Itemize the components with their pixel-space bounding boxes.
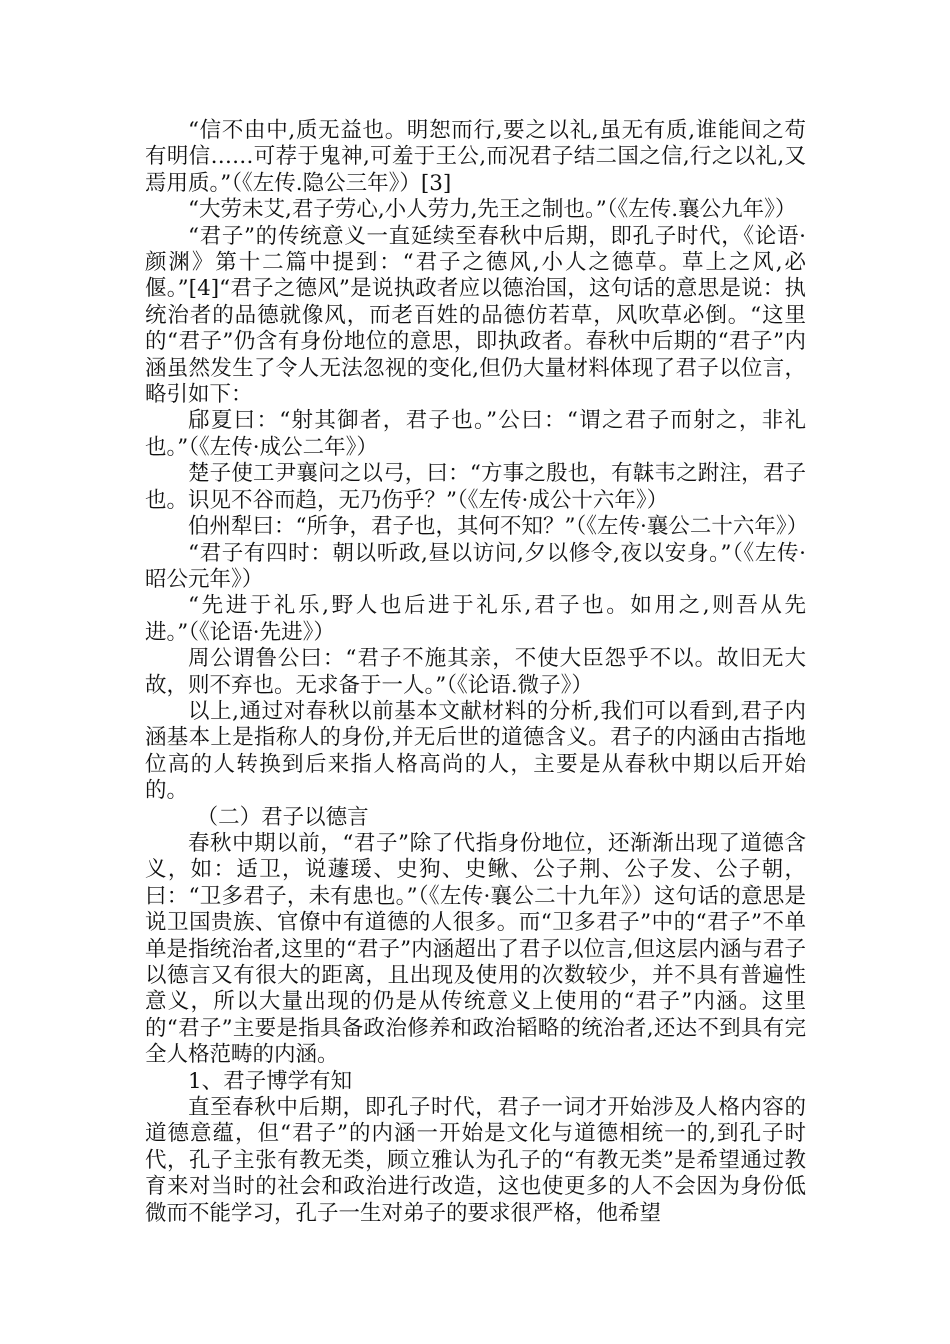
paragraph-moral-meaning: 春秋中期以前，“君子”除了代指身份地位，还渐渐出现了道德含义，如：适卫，说蘧瑗、史狗、史鳅、公子荆、公子发、公子朝，曰：“卫多君子，未有患也。”（《左传·襄公二十九年》）这句话的意思是说卫国贵族、官僚中有道德的人很多。而“卫多君子”中的“君子”不单单是指统治者,这里的“君子”内涵超出了君子以位言,但这层内涵与君子以德言又有很大的距离，且出现及使用的次数较少，并不具有普遍性意义，所以大量出现的仍是从传统意义上使用的“君子”内涵。这里的“君子”主要是指具备政治修养和政治韬略的统治者,还达不到具有完全人格范畴的内涵。: [145, 830, 806, 1068]
paragraph-confucius-era: 直至春秋中后期，即孔子时代，君子一词才开始涉及人格内容的道德意蕴，但“君子”的内涵一开始是文化与道德相统一的,到孔子时代，孔子主张有教无类，顾立雅认为孔子的“有教无类”是希望通过教育来对当时的社会和政治进行改造，这也使更多的人不会因为身份低微而不能学习，孔子一生对弟子的要求很严格，他希望: [145, 1095, 806, 1226]
quote-chenggong-2: 郈夏曰：“射其御者，君子也。”公曰：“谓之君子而射之，非礼也。”（《左传·成公二年》）: [145, 408, 806, 460]
paragraph-junzi-tradition: “君子”的传统意义一直延续至春秋中后期，即孔子时代，《论语·颜渊》第十二篇中提到：“君子之德风,小人之德草。草上之风,必偃。”[4]“君子之德风”是说执政者应以德治国，这句话的意思是说：执统治者的品德就像风，而老百姓的品德仿若草，风吹草必倒。“这里的“君子”仍含有身份地位的意思，即执政者。春秋中后期的“君子”内涵虽然发生了令人无法忽视的变化,但仍大量材料体现了君子以位言，略引如下：: [145, 223, 806, 408]
quote-zuozhuan-yingong: “信不由中,质无益也。明恕而行,要之以礼,虽无有质,谁能间之苟有明信……可荐于鬼神,可羞于王公,而况君子结二国之信,行之以礼,又焉用质。”（《左传.隐公三年》）[3]: [145, 118, 806, 196]
quote-xianggong-26: 伯州犁曰：“所争，君子也，其何不知？”（《左传·襄公二十六年》）: [188, 514, 809, 540]
quote-zuozhuan-xianggong-9: “大劳未艾,君子劳心,小人劳力,先王之制也。”（《左传.襄公九年》）: [188, 197, 797, 223]
document-body: [145, 118, 809, 1227]
quote-chenggong-16: 楚子使工尹襄问之以弓，曰：“方事之殷也，有韎韦之跗注，君子也。识见不谷而趋，无乃伤乎？”（《左传·成公十六年》）: [145, 461, 806, 513]
quote-lunyu-weizi: 周公谓鲁公曰：“君子不施其亲，不使大臣怨乎不以。故旧无大故，则不弃也。无求备于一人。”（《论语.微子》）: [145, 646, 806, 698]
subsection-heading-boxue-youzhi: 1、君子博学有知: [188, 1068, 353, 1094]
paragraph-summary: 以上,通过对春秋以前基本文献材料的分析,我们可以看到,君子内涵基本上是指称人的身份,并无后世的道德含义。君子的内涵由古指地位高的人转换到后来指人格高尚的人，主要是从春秋中期以后开始的。: [145, 698, 806, 804]
section-heading-junzi-yi-de-yan: （二）君子以德言: [196, 804, 369, 830]
quote-zhaogong-1: “君子有四时：朝以听政,昼以访问,夕以修令,夜以安身。”（《左传·昭公元年》）: [145, 540, 806, 592]
quote-lunyu-xianjin: “先进于礼乐,野人也后进于礼乐,君子也。如用之,则吾从先进。”（《论语·先进》）: [145, 593, 806, 645]
